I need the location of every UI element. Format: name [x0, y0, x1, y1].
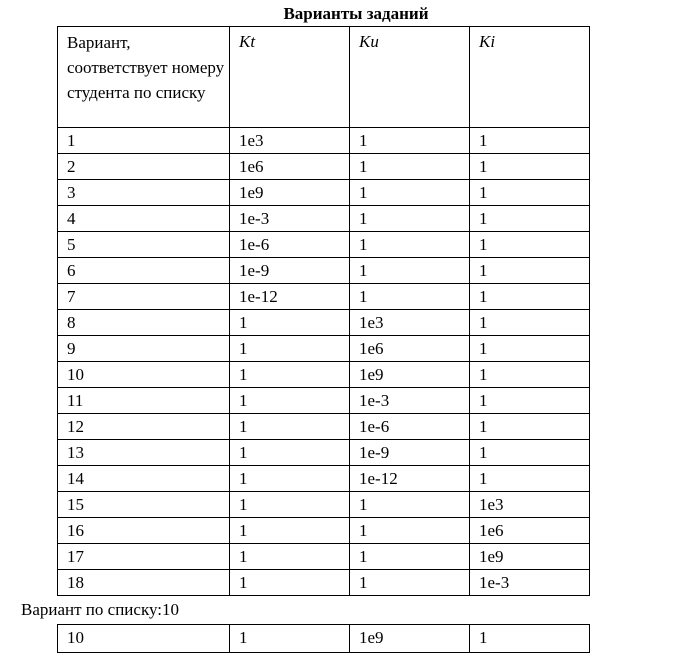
document-title: Варианты заданий — [283, 4, 429, 23]
cell-ki: 1 — [470, 440, 590, 466]
cell-ki: 1 — [470, 128, 590, 154]
cell-kt: 1 — [230, 310, 350, 336]
cell-variant: 2 — [58, 154, 230, 180]
cell-ku: 1e-3 — [350, 388, 470, 414]
cell-variant: 18 — [58, 570, 230, 596]
header-ku: Ku — [350, 27, 470, 128]
cell-ku: 1 — [350, 206, 470, 232]
cell-ku: 1 — [350, 492, 470, 518]
cell-ku: 1 — [350, 544, 470, 570]
cell-variant: 16 — [58, 518, 230, 544]
cell-kt: 1e-6 — [230, 232, 350, 258]
cell-ki: 1 — [470, 232, 590, 258]
variants-table — [57, 26, 590, 596]
table-row — [58, 310, 590, 336]
cell-kt: 1e-9 — [230, 258, 350, 284]
cell-ki: 1 — [470, 310, 590, 336]
table-row — [58, 414, 590, 440]
cell-ki: 1 — [470, 336, 590, 362]
table-row — [58, 336, 590, 362]
cell-ki: 1e6 — [470, 518, 590, 544]
cell-kt: 1e-12 — [230, 284, 350, 310]
cell-variant: 3 — [58, 180, 230, 206]
table-row — [58, 388, 590, 414]
cell-kt: 1e9 — [230, 180, 350, 206]
cell-kt: 1e3 — [230, 128, 350, 154]
cell-ku: 1e9 — [350, 362, 470, 388]
cell-variant: 8 — [58, 310, 230, 336]
cell-ku: 1e-9 — [350, 440, 470, 466]
table-row — [58, 570, 590, 596]
table-row — [58, 258, 590, 284]
cell-kt: 1 — [230, 518, 350, 544]
table-row — [58, 180, 590, 206]
cell-ki: 1e9 — [470, 544, 590, 570]
cell-variant: 10 — [58, 362, 230, 388]
table-header-row — [58, 27, 590, 128]
selected-variant-table — [57, 624, 590, 653]
cell-variant: 17 — [58, 544, 230, 570]
cell-ki: 1 — [470, 362, 590, 388]
cell-ki: 1 — [470, 414, 590, 440]
cell-ku: 1 — [350, 128, 470, 154]
cell-variant: 13 — [58, 440, 230, 466]
cell-ki: 1 — [470, 466, 590, 492]
cell-ku: 1e6 — [350, 336, 470, 362]
table-row — [58, 544, 590, 570]
cell-ki: 1 — [470, 154, 590, 180]
cell-variant: 5 — [58, 232, 230, 258]
cell-kt: 1e6 — [230, 154, 350, 180]
cell-kt: 1 — [230, 388, 350, 414]
selected-variant-row — [58, 625, 590, 653]
cell-ku: 1e-6 — [350, 414, 470, 440]
cell-ki: 1 — [470, 388, 590, 414]
cell-ki: 1 — [470, 206, 590, 232]
cell-kt: 1 — [230, 492, 350, 518]
table-row — [58, 232, 590, 258]
cell-variant: 1 — [58, 128, 230, 154]
cell-ku: 1e9 — [350, 625, 470, 653]
cell-variant: 12 — [58, 414, 230, 440]
table-row — [58, 362, 590, 388]
cell-variant: 10 — [58, 625, 230, 653]
cell-ku: 1 — [350, 180, 470, 206]
cell-variant: 4 — [58, 206, 230, 232]
header-kt: Kt — [230, 27, 350, 128]
cell-ki: 1e-3 — [470, 570, 590, 596]
cell-ki: 1 — [470, 284, 590, 310]
cell-variant: 7 — [58, 284, 230, 310]
cell-variant: 9 — [58, 336, 230, 362]
cell-ku: 1 — [350, 154, 470, 180]
table-row — [58, 206, 590, 232]
cell-kt: 1 — [230, 414, 350, 440]
cell-ku: 1e3 — [350, 310, 470, 336]
table-row — [58, 492, 590, 518]
selected-variant-label: Вариант по списку:10 — [21, 600, 179, 619]
cell-ki: 1 — [470, 625, 590, 653]
header-variant: Вариант, соответствует номеру студента по списку — [58, 27, 230, 128]
cell-ku: 1 — [350, 232, 470, 258]
table-row — [58, 440, 590, 466]
cell-kt: 1 — [230, 362, 350, 388]
cell-ku: 1 — [350, 284, 470, 310]
cell-ki: 1e3 — [470, 492, 590, 518]
cell-variant: 6 — [58, 258, 230, 284]
table-row — [58, 284, 590, 310]
table-row — [58, 466, 590, 492]
cell-kt: 1 — [230, 625, 350, 653]
table-row — [58, 128, 590, 154]
cell-kt: 1 — [230, 336, 350, 362]
cell-ki: 1 — [470, 258, 590, 284]
cell-ku: 1 — [350, 570, 470, 596]
cell-ki: 1 — [470, 180, 590, 206]
cell-kt: 1 — [230, 544, 350, 570]
cell-ku: 1 — [350, 518, 470, 544]
cell-kt: 1 — [230, 466, 350, 492]
cell-kt: 1e-3 — [230, 206, 350, 232]
cell-ku: 1 — [350, 258, 470, 284]
cell-variant: 11 — [58, 388, 230, 414]
cell-kt: 1 — [230, 570, 350, 596]
cell-ku: 1e-12 — [350, 466, 470, 492]
cell-kt: 1 — [230, 440, 350, 466]
header-ki: Ki — [470, 27, 590, 128]
table-row — [58, 154, 590, 180]
cell-variant: 14 — [58, 466, 230, 492]
cell-variant: 15 — [58, 492, 230, 518]
table-row — [58, 518, 590, 544]
